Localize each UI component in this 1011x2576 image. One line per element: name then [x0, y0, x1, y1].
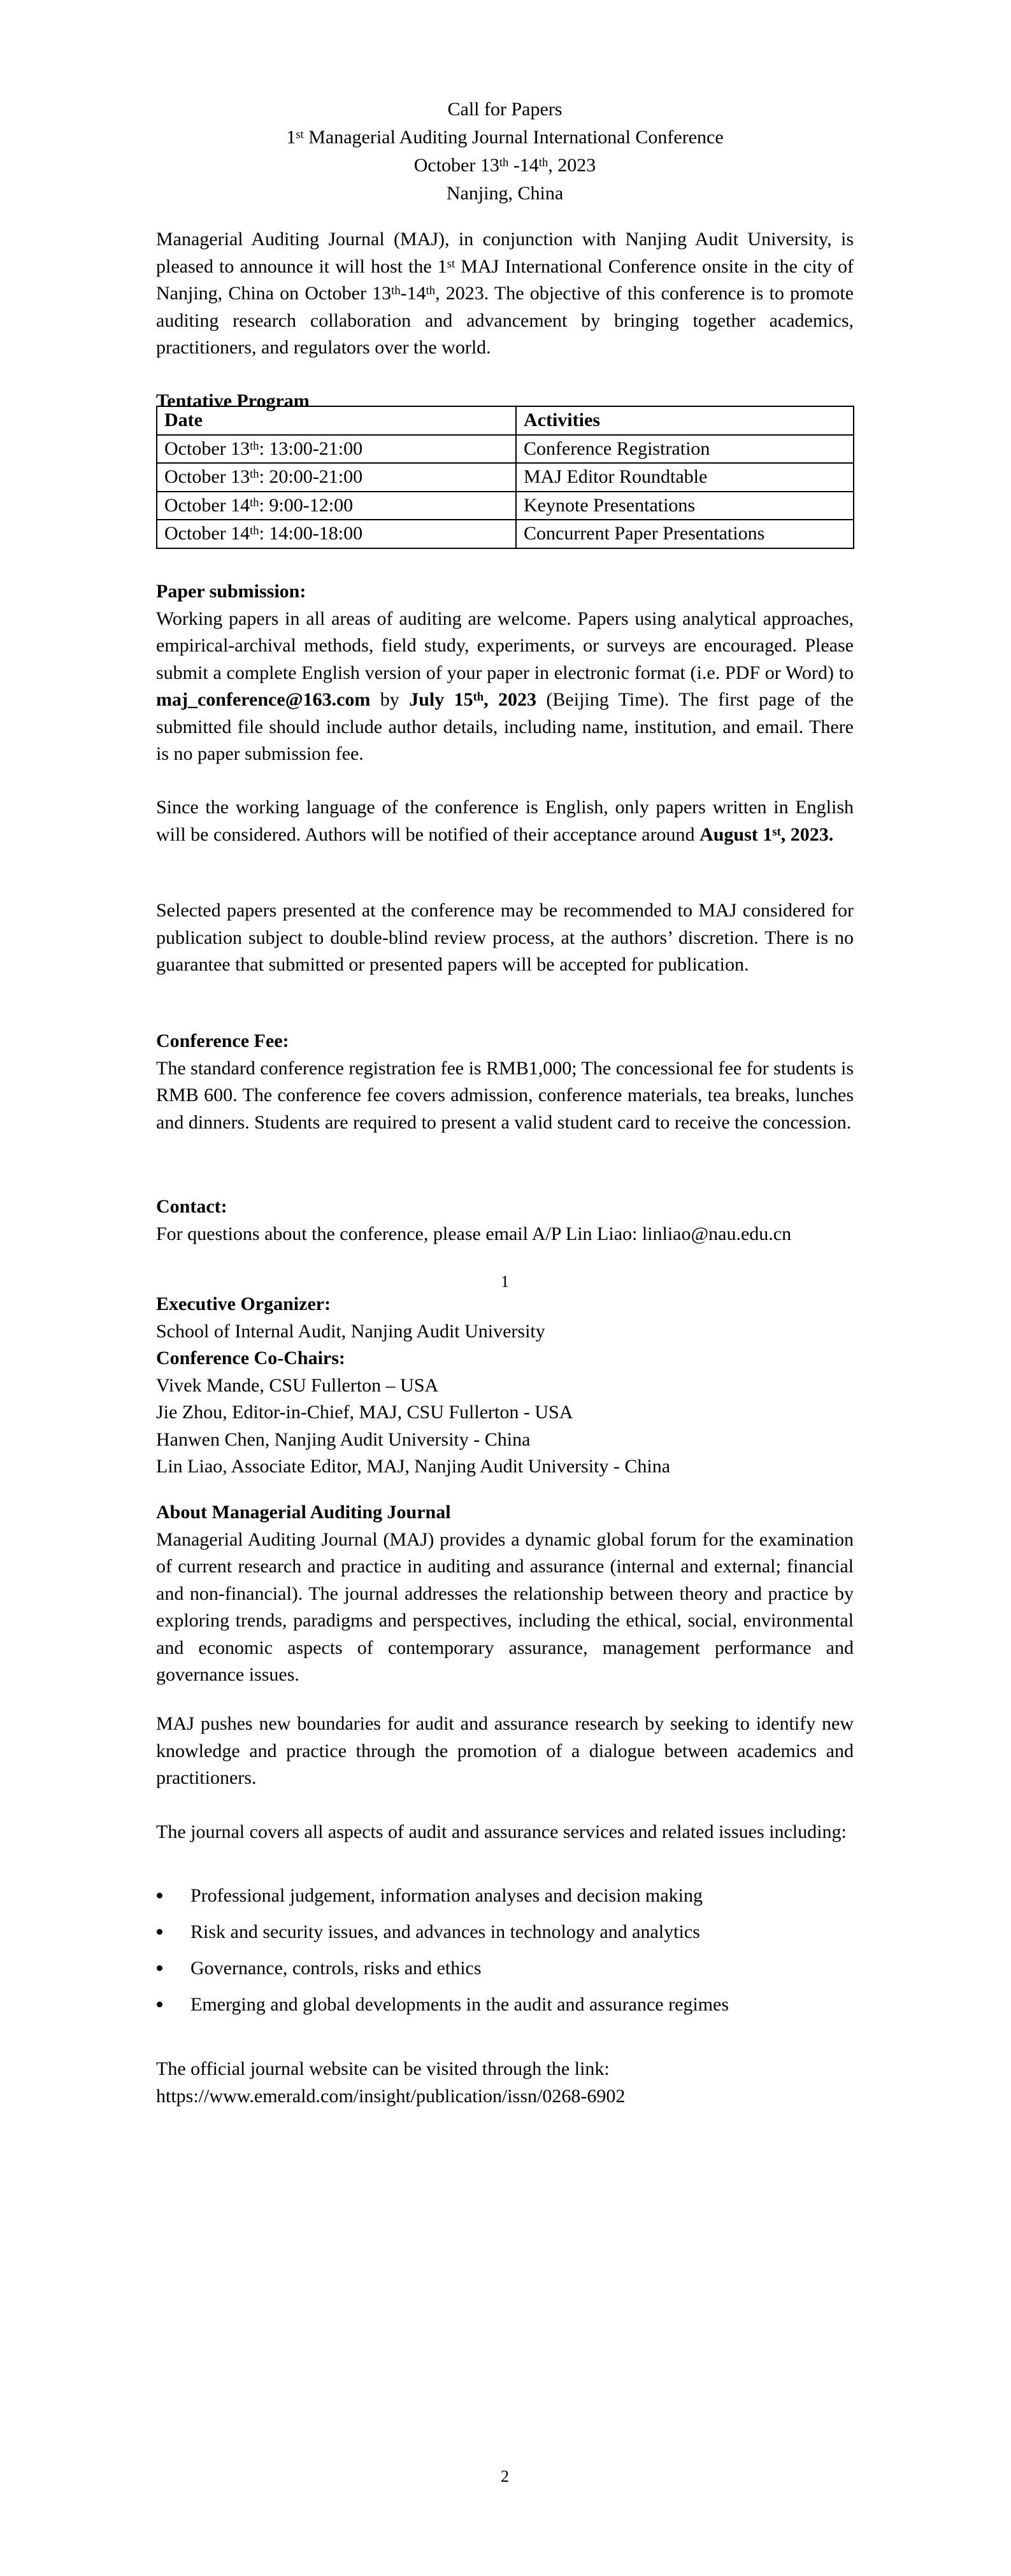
intro-paragraph [156, 226, 854, 362]
text-run: Nanjing, China [446, 183, 564, 204]
superscript-run: th [250, 467, 259, 481]
text-run: maj_conference@163.com [156, 689, 371, 710]
superscript-run: st [296, 128, 304, 142]
text-run: Since the working language of the conference is English, only papers written in English will be considered. Authors will be notified of their acceptance around [156, 797, 854, 845]
list-item-text: Risk and security issues, and advances in technology and analytics [190, 1921, 700, 1942]
program-table-wrap [156, 406, 854, 549]
table-header-row [157, 406, 854, 435]
bullet-icon [157, 1965, 162, 1971]
bullet-icon [157, 1929, 162, 1935]
text-run: MAJ pushes new boundaries for audit and assurance research by seeking to identify new knowledge and practice through the promotion of a dialogue between academics and practitioners. [156, 1713, 854, 1788]
bullet-icon [157, 1893, 162, 1898]
text-run: October 13 [413, 155, 499, 176]
bullet-icon [157, 2002, 162, 2007]
text-run: Working papers in all areas of auditing are welcome. Papers using analytical approaches, empirical-archival methods, field study, experiments, or surveys are encouraged. Please submit a complete English version of your paper in electronic format (i.e. PDF or Word) to [156, 608, 854, 683]
superscript-run: th [391, 284, 401, 298]
cell-date [157, 520, 516, 548]
paper-submission-heading: Paper submission: [156, 581, 306, 602]
cell-activity: Concurrent Paper Presentations [516, 520, 854, 548]
text-run: , 2023. The objective of this conference is to promote auditing research collaboration and advancement by bringing together academics, practitioners, and regulators over the world. [156, 283, 854, 358]
table-row [157, 492, 854, 520]
list-item [156, 1955, 854, 1982]
superscript-run: st [447, 257, 455, 271]
text-run: : 14:00-18:00 [259, 523, 363, 544]
text-run: October 13 [164, 466, 250, 487]
coverage-list [156, 1882, 854, 2028]
text-run: -14 [400, 283, 426, 304]
list-item-text: Governance, controls, risks and ethics [190, 1958, 482, 1979]
cell-activity: Conference Registration [516, 435, 854, 464]
document-title-line [156, 124, 854, 152]
superscript-run: th [250, 495, 259, 509]
superscript-run: th [250, 439, 259, 453]
tentative-program-heading: Tentative Program [156, 390, 310, 411]
text-run: MAJ International Conference onsite in the city of Nanjing, China on October 13 [156, 255, 854, 304]
list-item-text: Professional judgement, information analyses and decision making [190, 1885, 703, 1906]
selection-paragraph [156, 897, 854, 979]
superscript-run: th [250, 524, 259, 538]
document-title-line [156, 96, 854, 124]
text-run: by [370, 689, 410, 710]
text-run: July 15 [409, 689, 473, 710]
list-item [156, 1991, 854, 2019]
table-row [157, 435, 854, 464]
about-journal-paragraph [156, 1526, 854, 1689]
text-run: : 20:00-21:00 [259, 466, 363, 487]
text-run: The journal covers all aspects of audit and assurance services and related issues including: [156, 1821, 847, 1842]
executive-organizer-heading: Executive Organizer: [156, 1293, 331, 1314]
text-run: The standard conference registration fee is RMB1,000; The concessional fee for students is RMB 600. The conference fee covers admission, conference materials, tea breaks, lunches and dinners. Students are required to present a valid student card to receive the concession. [156, 1057, 854, 1133]
text-run: Managerial Auditing Journal (MAJ), in conjunction with Nanjing Audit University, is pleased to announce it will host the 1 [156, 229, 854, 277]
table-row [157, 463, 854, 492]
column-header-activities: Activities [516, 406, 854, 435]
co-chairs-heading: Conference Co-Chairs: [156, 1348, 345, 1369]
superscript-run: th [499, 156, 509, 170]
page-number: 1 [501, 1272, 509, 1291]
page-number: 2 [501, 2467, 509, 2486]
language-paragraph [156, 794, 854, 848]
text-run: Selected papers presented at the conference may be recommended to MAJ considered for publication subject to double-blind review process, at the authors’ discretion. There is no guarantee that submitted or presented papers will be accepted for publication. [156, 900, 854, 975]
text-run: Managerial Auditing Journal (MAJ) provides a dynamic global forum for the examination of current research and practice in auditing and assurance (internal and external; financial and non-financial). The journal addresses the relationship between theory and practice by exploring trends, paradigms and perspectives, including the ethical, social, environmental and economic aspects of contemporary assurance, management performance and governance issues. [156, 1528, 854, 1685]
boundaries-paragraph [156, 1711, 854, 1792]
text-run: October 13 [164, 438, 250, 459]
about-journal-heading: About Managerial Auditing Journal [156, 1502, 451, 1523]
co-chair-line: Jie Zhou, Editor-in-Chief, MAJ, CSU Fullerton - USA [156, 1402, 573, 1423]
co-chair-line: Hanwen Chen, Nanjing Audit University - China [156, 1428, 531, 1450]
cell-activity: Keynote Presentations [516, 492, 854, 520]
list-item [156, 1919, 854, 1946]
cell-date [157, 492, 516, 520]
list-item [156, 1882, 854, 1910]
conference-fee-section [156, 1028, 854, 1136]
cell-activity: MAJ Editor Roundtable [516, 463, 854, 492]
superscript-run: th [426, 284, 436, 298]
superscript-run: st [772, 825, 781, 839]
website-section [156, 2056, 854, 2110]
column-header-date: Date [157, 406, 516, 435]
coverage-intro-paragraph [156, 1819, 854, 1846]
document-title-line [156, 180, 854, 208]
conference-fee-paragraph [156, 1055, 854, 1137]
text-run: August 1 [699, 823, 773, 845]
journal-website-link[interactable]: https://www.emerald.com/insight/publication/issn/0268-6902 [156, 2085, 626, 2107]
document-title-block [156, 96, 854, 208]
contact-section [156, 1193, 854, 1248]
conference-fee-heading: Conference Fee: [156, 1030, 289, 1051]
table-row [157, 520, 854, 548]
cell-date [157, 435, 516, 464]
executive-organizer-line: School of Internal Audit, Nanjing Audit University [156, 1320, 545, 1342]
text-run: Managerial Auditing Journal International Conference [303, 127, 724, 148]
text-run: (Beijing Time). The first page of the submitted file should include author details, including name, institution, and email. There is no paper submission fee. [156, 689, 854, 764]
text-run: , 2023. [780, 823, 834, 845]
text-run: : 13:00-21:00 [259, 438, 363, 459]
contact-paragraph [156, 1221, 854, 1248]
list-item-text: Emerging and global developments in the audit and assurance regimes [190, 1994, 729, 2015]
text-run: 1 [286, 127, 296, 148]
program-table [156, 406, 854, 549]
about-journal-section [156, 1499, 854, 1689]
text-run: -14 [508, 155, 539, 176]
text-run: , 2023 [484, 689, 537, 710]
text-run: For questions about the conference, please email A/P Lin Liao: linliao@nau.edu.cn [156, 1223, 792, 1244]
website-intro-line: The official journal website can be visited through the link: [156, 2058, 610, 2079]
text-run: October 14 [164, 523, 250, 544]
cell-date [157, 463, 516, 492]
paper-submission-section [156, 578, 854, 768]
co-chair-line: Lin Liao, Associate Editor, MAJ, Nanjing Audit University - China [156, 1456, 671, 1477]
superscript-run: th [538, 156, 549, 170]
organizers-section [156, 1291, 854, 1481]
text-run: , 2023 [548, 155, 596, 176]
text-run: Call for Papers [447, 99, 563, 120]
document-title-line [156, 152, 854, 180]
text-run: : 9:00-12:00 [259, 494, 354, 516]
superscript-run: th [473, 690, 484, 704]
contact-heading: Contact: [156, 1196, 227, 1217]
paper-submission-paragraph [156, 606, 854, 768]
co-chair-line: Vivek Mande, CSU Fullerton – USA [156, 1374, 439, 1396]
text-run: October 14 [164, 494, 250, 516]
